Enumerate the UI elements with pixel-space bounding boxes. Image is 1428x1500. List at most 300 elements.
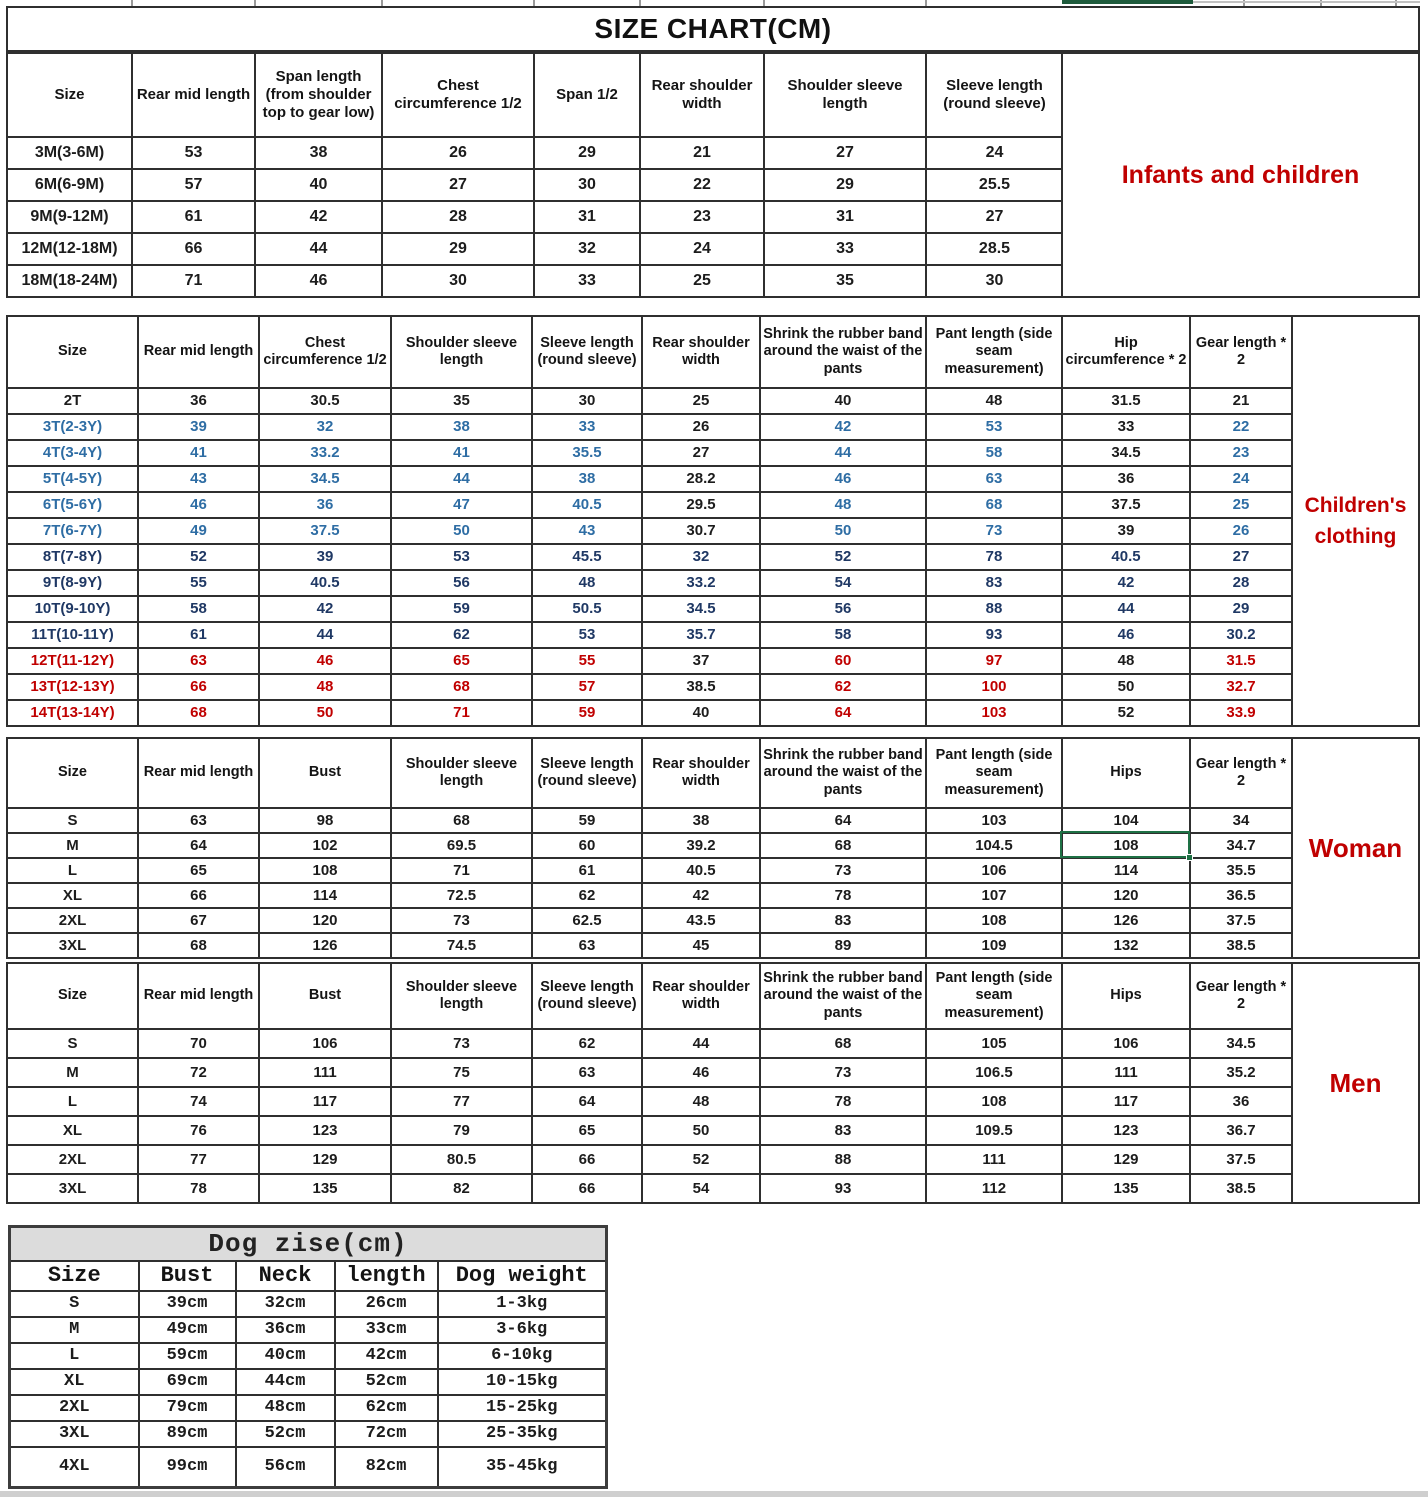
column-header: length xyxy=(335,1261,438,1291)
column-header: Hips xyxy=(1062,738,1190,808)
column-header: Shrink the rubber band around the waist of the pants xyxy=(760,316,926,388)
table-row xyxy=(7,908,1292,933)
value-cell: 73 xyxy=(391,1029,532,1058)
column-header: Pant length (side seam measurement) xyxy=(926,963,1062,1029)
table-row xyxy=(10,1447,607,1487)
value-cell: 132 xyxy=(1062,933,1190,958)
value-cell: 40.5 xyxy=(1062,544,1190,570)
table-row xyxy=(7,1174,1292,1203)
value-cell: 53 xyxy=(926,414,1062,440)
value-cell: 43.5 xyxy=(642,908,760,933)
value-cell: 38.5 xyxy=(1190,1174,1292,1203)
value-cell: 62 xyxy=(760,674,926,700)
value-cell: 25 xyxy=(642,388,760,414)
value-cell: 46 xyxy=(760,466,926,492)
column-header: Shoulder sleeve length xyxy=(391,963,532,1029)
value-cell: 28.5 xyxy=(926,233,1063,265)
value-cell: 50 xyxy=(1062,674,1190,700)
value-cell: 99cm xyxy=(139,1447,236,1487)
value-cell: 32 xyxy=(534,233,640,265)
value-cell: 57 xyxy=(132,169,255,201)
column-header: Rear shoulder width xyxy=(640,53,764,137)
value-cell: 60 xyxy=(532,833,642,858)
value-cell: 39cm xyxy=(139,1291,236,1317)
value-cell: 105 xyxy=(926,1029,1062,1058)
value-cell: 42 xyxy=(255,201,382,233)
value-cell: 93 xyxy=(926,622,1062,648)
men-section-label: Men xyxy=(1291,962,1420,1204)
value-cell: 26 xyxy=(642,414,760,440)
value-cell: 36.5 xyxy=(1190,883,1292,908)
value-cell: 26 xyxy=(382,137,534,169)
value-cell: 37.5 xyxy=(1190,908,1292,933)
value-cell: 46 xyxy=(138,492,259,518)
value-cell: 64 xyxy=(138,833,259,858)
table-row xyxy=(7,388,1292,414)
value-cell: 37.5 xyxy=(1062,492,1190,518)
column-header: Shoulder sleeve length xyxy=(391,316,532,388)
table-row xyxy=(7,570,1292,596)
column-header: Neck xyxy=(236,1261,335,1291)
value-cell: 33.9 xyxy=(1190,700,1292,726)
value-cell: 106.5 xyxy=(926,1058,1062,1087)
table-row xyxy=(10,1291,607,1317)
size-cell: S xyxy=(7,1029,138,1058)
value-cell: 30 xyxy=(532,388,642,414)
value-cell: 40.5 xyxy=(532,492,642,518)
value-cell: 48 xyxy=(642,1087,760,1116)
value-cell: 103 xyxy=(926,700,1062,726)
value-cell: 68 xyxy=(138,700,259,726)
column-header: Bust xyxy=(139,1261,236,1291)
value-cell: 42 xyxy=(1062,570,1190,596)
value-cell: 64 xyxy=(760,808,926,833)
value-cell: 57 xyxy=(532,674,642,700)
value-cell: 59 xyxy=(532,700,642,726)
value-cell: 74.5 xyxy=(391,933,532,958)
value-cell: 6-10kg xyxy=(438,1343,607,1369)
column-header: Span 1/2 xyxy=(534,53,640,137)
value-cell: 32.7 xyxy=(1190,674,1292,700)
column-header: Rear shoulder width xyxy=(642,963,760,1029)
value-cell: 82cm xyxy=(335,1447,438,1487)
value-cell: 50 xyxy=(642,1116,760,1145)
value-cell: 126 xyxy=(259,933,391,958)
value-cell: 109.5 xyxy=(926,1116,1062,1145)
value-cell: 108 xyxy=(1062,833,1190,858)
column-header: Hip circumference * 2 xyxy=(1062,316,1190,388)
size-cell: 6T(5-6Y) xyxy=(7,492,138,518)
value-cell: 45 xyxy=(642,933,760,958)
value-cell: 40.5 xyxy=(642,858,760,883)
value-cell: 58 xyxy=(138,596,259,622)
value-cell: 123 xyxy=(1062,1116,1190,1145)
value-cell: 68 xyxy=(138,933,259,958)
page-title: SIZE CHART(CM) xyxy=(6,6,1420,52)
value-cell: 36 xyxy=(1062,466,1190,492)
column-header: Chest circumference 1/2 xyxy=(259,316,391,388)
value-cell: 102 xyxy=(259,833,391,858)
value-cell: 36 xyxy=(259,492,391,518)
value-cell: 52 xyxy=(642,1145,760,1174)
column-header: Shrink the rubber band around the waist of the pants xyxy=(760,963,926,1029)
value-cell: 66 xyxy=(532,1145,642,1174)
table-row xyxy=(7,808,1292,833)
value-cell: 104 xyxy=(1062,808,1190,833)
size-cell: M xyxy=(7,833,138,858)
column-header: Chest circumference 1/2 xyxy=(382,53,534,137)
value-cell: 63 xyxy=(138,808,259,833)
size-cell: L xyxy=(7,858,138,883)
value-cell: 97 xyxy=(926,648,1062,674)
value-cell: 40 xyxy=(760,388,926,414)
value-cell: 78 xyxy=(138,1174,259,1203)
value-cell: 35 xyxy=(764,265,926,297)
value-cell: 68 xyxy=(391,808,532,833)
value-cell: 39 xyxy=(259,544,391,570)
value-cell: 48 xyxy=(926,388,1062,414)
table-row xyxy=(7,1145,1292,1174)
value-cell: 62 xyxy=(391,622,532,648)
column-header: Pant length (side seam measurement) xyxy=(926,316,1062,388)
value-cell: 28 xyxy=(1190,570,1292,596)
value-cell: 36 xyxy=(138,388,259,414)
value-cell: 111 xyxy=(1062,1058,1190,1087)
size-cell: 3M(3-6M) xyxy=(7,137,132,169)
value-cell: 42cm xyxy=(335,1343,438,1369)
table-row xyxy=(7,492,1292,518)
column-header: Gear length * 2 xyxy=(1190,738,1292,808)
value-cell: 30.2 xyxy=(1190,622,1292,648)
header-row xyxy=(7,963,1292,1029)
table-row xyxy=(7,169,1063,201)
value-cell: 50 xyxy=(259,700,391,726)
size-cell: 3T(2-3Y) xyxy=(7,414,138,440)
value-cell: 45.5 xyxy=(532,544,642,570)
value-cell: 66 xyxy=(138,674,259,700)
value-cell: 78 xyxy=(760,1087,926,1116)
value-cell: 56cm xyxy=(236,1447,335,1487)
value-cell: 106 xyxy=(1062,1029,1190,1058)
column-header: Bust xyxy=(259,963,391,1029)
value-cell: 78 xyxy=(926,544,1062,570)
value-cell: 30 xyxy=(926,265,1063,297)
value-cell: 52 xyxy=(138,544,259,570)
size-cell: L xyxy=(10,1343,139,1369)
column-header: Sleeve length (round sleeve) xyxy=(532,738,642,808)
value-cell: 25.5 xyxy=(926,169,1063,201)
value-cell: 58 xyxy=(760,622,926,648)
value-cell: 31.5 xyxy=(1190,648,1292,674)
size-cell: M xyxy=(10,1317,139,1343)
size-cell: 6M(6-9M) xyxy=(7,169,132,201)
value-cell: 35.2 xyxy=(1190,1058,1292,1087)
value-cell: 69.5 xyxy=(391,833,532,858)
value-cell: 52 xyxy=(760,544,926,570)
selection-fill-handle xyxy=(1186,854,1193,861)
value-cell: 35-45kg xyxy=(438,1447,607,1487)
value-cell: 74 xyxy=(138,1087,259,1116)
value-cell: 129 xyxy=(1062,1145,1190,1174)
value-cell: 44 xyxy=(642,1029,760,1058)
value-cell: 32 xyxy=(642,544,760,570)
value-cell: 48cm xyxy=(236,1395,335,1421)
table-row xyxy=(7,933,1292,958)
value-cell: 33 xyxy=(532,414,642,440)
value-cell: 63 xyxy=(138,648,259,674)
table-row xyxy=(7,201,1063,233)
table-title: Dog zise(cm) xyxy=(10,1227,607,1262)
value-cell: 21 xyxy=(1190,388,1292,414)
value-cell: 22 xyxy=(640,169,764,201)
table-row xyxy=(7,414,1292,440)
value-cell: 46 xyxy=(255,265,382,297)
value-cell: 37.5 xyxy=(1190,1145,1292,1174)
value-cell: 76 xyxy=(138,1116,259,1145)
children-section-label: Children's clothing xyxy=(1291,315,1420,727)
value-cell: 44 xyxy=(760,440,926,466)
value-cell: 88 xyxy=(760,1145,926,1174)
value-cell: 3-6kg xyxy=(438,1317,607,1343)
value-cell: 89cm xyxy=(139,1421,236,1447)
value-cell: 42 xyxy=(760,414,926,440)
table-row xyxy=(7,137,1063,169)
value-cell: 29 xyxy=(1190,596,1292,622)
column-header: Bust xyxy=(259,738,391,808)
value-cell: 106 xyxy=(926,858,1062,883)
column-header: Dog weight xyxy=(438,1261,607,1291)
value-cell: 64 xyxy=(532,1087,642,1116)
size-cell: 3XL xyxy=(10,1421,139,1447)
value-cell: 88 xyxy=(926,596,1062,622)
column-header: Shoulder sleeve length xyxy=(764,53,926,137)
value-cell: 68 xyxy=(760,1029,926,1058)
value-cell: 44cm xyxy=(236,1369,335,1395)
value-cell: 23 xyxy=(1190,440,1292,466)
value-cell: 62.5 xyxy=(532,908,642,933)
value-cell: 109 xyxy=(926,933,1062,958)
column-header: Hips xyxy=(1062,963,1190,1029)
value-cell: 23 xyxy=(640,201,764,233)
value-cell: 39 xyxy=(1062,518,1190,544)
value-cell: 75 xyxy=(391,1058,532,1087)
value-cell: 62 xyxy=(532,1029,642,1058)
value-cell: 28.2 xyxy=(642,466,760,492)
value-cell: 111 xyxy=(259,1058,391,1087)
value-cell: 83 xyxy=(926,570,1062,596)
value-cell: 47 xyxy=(391,492,532,518)
size-cell: 4T(3-4Y) xyxy=(7,440,138,466)
value-cell: 100 xyxy=(926,674,1062,700)
value-cell: 41 xyxy=(138,440,259,466)
infants-section-label: Infants and children xyxy=(1061,52,1420,298)
value-cell: 73 xyxy=(760,858,926,883)
header-row xyxy=(7,53,1063,137)
value-cell: 26 xyxy=(1190,518,1292,544)
value-cell: 33.2 xyxy=(259,440,391,466)
value-cell: 27 xyxy=(1190,544,1292,570)
value-cell: 108 xyxy=(926,908,1062,933)
value-cell: 66 xyxy=(138,883,259,908)
value-cell: 34.5 xyxy=(259,466,391,492)
value-cell: 25 xyxy=(640,265,764,297)
value-cell: 70 xyxy=(138,1029,259,1058)
size-cell: 10T(9-10Y) xyxy=(7,596,138,622)
table-row xyxy=(7,622,1292,648)
value-cell: 33 xyxy=(764,233,926,265)
value-cell: 68 xyxy=(926,492,1062,518)
value-cell: 34.5 xyxy=(642,596,760,622)
header-row xyxy=(10,1261,607,1291)
size-cell: XL xyxy=(7,883,138,908)
value-cell: 38 xyxy=(532,466,642,492)
value-cell: 73 xyxy=(391,908,532,933)
table-row xyxy=(10,1395,607,1421)
value-cell: 32cm xyxy=(236,1291,335,1317)
column-header: Pant length (side seam measurement) xyxy=(926,738,1062,808)
value-cell: 60 xyxy=(760,648,926,674)
table-row xyxy=(7,440,1292,466)
value-cell: 10-15kg xyxy=(438,1369,607,1395)
value-cell: 34 xyxy=(1190,808,1292,833)
value-cell: 48 xyxy=(259,674,391,700)
size-cell: 2XL xyxy=(10,1395,139,1421)
header-row xyxy=(7,316,1292,388)
value-cell: 54 xyxy=(642,1174,760,1203)
value-cell: 38.5 xyxy=(1190,933,1292,958)
value-cell: 71 xyxy=(132,265,255,297)
table-row xyxy=(7,265,1063,297)
value-cell: 52cm xyxy=(236,1421,335,1447)
value-cell: 77 xyxy=(138,1145,259,1174)
value-cell: 38 xyxy=(642,808,760,833)
value-cell: 117 xyxy=(259,1087,391,1116)
value-cell: 44 xyxy=(259,622,391,648)
column-header: Size xyxy=(7,738,138,808)
value-cell: 62 xyxy=(532,883,642,908)
value-cell: 46 xyxy=(259,648,391,674)
value-cell: 68 xyxy=(391,674,532,700)
value-cell: 129 xyxy=(259,1145,391,1174)
table-row xyxy=(7,596,1292,622)
size-cell: 14T(13-14Y) xyxy=(7,700,138,726)
size-cell: 2XL xyxy=(7,908,138,933)
table-row xyxy=(10,1317,607,1343)
children-size-table xyxy=(6,315,1293,727)
value-cell: 40cm xyxy=(236,1343,335,1369)
value-cell: 29 xyxy=(764,169,926,201)
value-cell: 108 xyxy=(259,858,391,883)
value-cell: 83 xyxy=(760,1116,926,1145)
value-cell: 61 xyxy=(532,858,642,883)
value-cell: 98 xyxy=(259,808,391,833)
table-row xyxy=(7,700,1292,726)
value-cell: 59 xyxy=(391,596,532,622)
value-cell: 30 xyxy=(534,169,640,201)
size-cell: 4XL xyxy=(10,1447,139,1487)
value-cell: 22 xyxy=(1190,414,1292,440)
value-cell: 65 xyxy=(532,1116,642,1145)
table-row xyxy=(7,466,1292,492)
value-cell: 39.2 xyxy=(642,833,760,858)
value-cell: 38 xyxy=(391,414,532,440)
value-cell: 79 xyxy=(391,1116,532,1145)
value-cell: 37 xyxy=(642,648,760,674)
value-cell: 48 xyxy=(532,570,642,596)
value-cell: 49 xyxy=(138,518,259,544)
value-cell: 33.2 xyxy=(642,570,760,596)
value-cell: 34.7 xyxy=(1190,833,1292,858)
gridline xyxy=(1193,1,1420,3)
column-header: Sleeve length (round sleeve) xyxy=(926,53,1063,137)
table-row xyxy=(7,544,1292,570)
header-row xyxy=(7,738,1292,808)
value-cell: 30.5 xyxy=(259,388,391,414)
value-cell: 43 xyxy=(532,518,642,544)
column-header: Rear shoulder width xyxy=(642,738,760,808)
value-cell: 71 xyxy=(391,858,532,883)
value-cell: 35 xyxy=(391,388,532,414)
value-cell: 40.5 xyxy=(259,570,391,596)
size-cell: 5T(4-5Y) xyxy=(7,466,138,492)
value-cell: 29.5 xyxy=(642,492,760,518)
table-row xyxy=(7,1058,1292,1087)
value-cell: 126 xyxy=(1062,908,1190,933)
value-cell: 106 xyxy=(259,1029,391,1058)
value-cell: 80.5 xyxy=(391,1145,532,1174)
value-cell: 72.5 xyxy=(391,883,532,908)
value-cell: 103 xyxy=(926,808,1062,833)
value-cell: 135 xyxy=(1062,1174,1190,1203)
value-cell: 59cm xyxy=(139,1343,236,1369)
value-cell: 25 xyxy=(1190,492,1292,518)
selected-cell-top-border xyxy=(1062,0,1193,4)
value-cell: 117 xyxy=(1062,1087,1190,1116)
table-row xyxy=(7,883,1292,908)
table-row xyxy=(7,833,1292,858)
table-row xyxy=(7,1029,1292,1058)
value-cell: 42 xyxy=(642,883,760,908)
value-cell: 66 xyxy=(132,233,255,265)
value-cell: 46 xyxy=(642,1058,760,1087)
table-row xyxy=(7,233,1063,265)
column-header: Rear mid length xyxy=(132,53,255,137)
value-cell: 61 xyxy=(138,622,259,648)
value-cell: 35.5 xyxy=(532,440,642,466)
size-cell: L xyxy=(7,1087,138,1116)
table-row xyxy=(7,648,1292,674)
value-cell: 36.7 xyxy=(1190,1116,1292,1145)
value-cell: 44 xyxy=(1062,596,1190,622)
column-header: Rear mid length xyxy=(138,963,259,1029)
column-header: Rear mid length xyxy=(138,738,259,808)
size-cell: 9M(9-12M) xyxy=(7,201,132,233)
value-cell: 112 xyxy=(926,1174,1062,1203)
size-cell: 13T(12-13Y) xyxy=(7,674,138,700)
table-row xyxy=(10,1421,607,1447)
size-cell: 12M(12-18M) xyxy=(7,233,132,265)
value-cell: 79cm xyxy=(139,1395,236,1421)
value-cell: 68 xyxy=(760,833,926,858)
value-cell: 38 xyxy=(255,137,382,169)
value-cell: 42 xyxy=(259,596,391,622)
value-cell: 1-3kg xyxy=(438,1291,607,1317)
value-cell: 108 xyxy=(926,1087,1062,1116)
value-cell: 82 xyxy=(391,1174,532,1203)
value-cell: 120 xyxy=(259,908,391,933)
size-cell: S xyxy=(7,808,138,833)
value-cell: 56 xyxy=(391,570,532,596)
